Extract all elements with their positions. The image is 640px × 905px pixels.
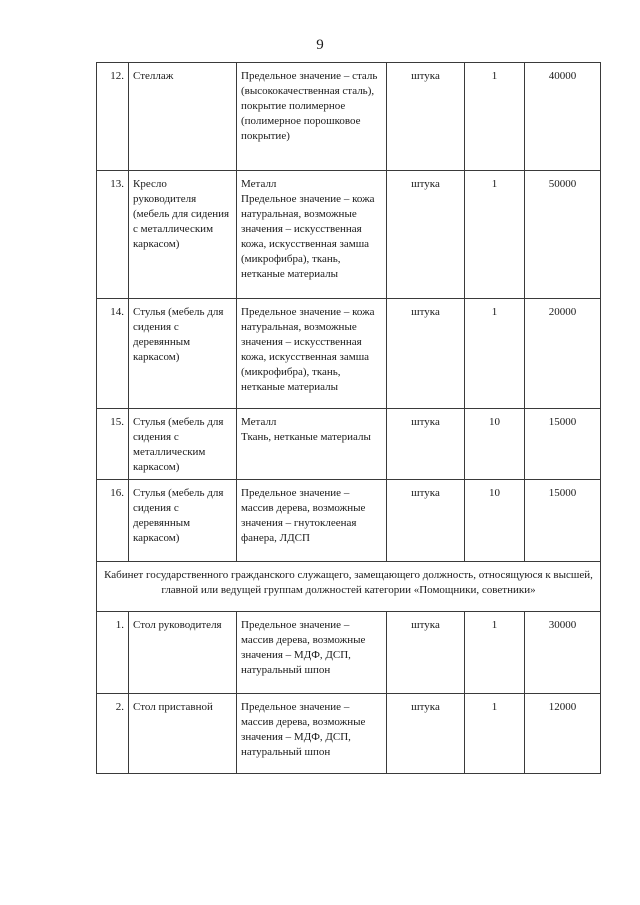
item-unit: штука [387, 63, 465, 171]
page-number: 9 [316, 37, 324, 53]
section-heading: Кабинет государственного гражданского служащего, замещающего должность, относящуюся к высшей, главной или ведущей группам должностей категории «Помощники, советники» [97, 562, 601, 612]
item-price: 20000 [525, 299, 601, 409]
item-quantity: 10 [465, 409, 525, 480]
item-quantity: 1 [465, 171, 525, 299]
row-number: 15. [97, 409, 129, 480]
item-name: Стол приставной [129, 694, 237, 774]
table-row [97, 171, 601, 299]
item-description: Предельное значение – массив дерева, возможные значения – МДФ, ДСП, натуральный шпон [237, 612, 387, 694]
item-price: 50000 [525, 171, 601, 299]
item-price: 40000 [525, 63, 601, 171]
item-description: Металл Предельное значение – кожа натуральная, возможные значения – искусственная кожа, искусственная замша (микрофибра), ткань, нетканые материалы [237, 171, 387, 299]
table-row [97, 63, 601, 171]
row-number: 16. [97, 480, 129, 562]
item-unit: штука [387, 409, 465, 480]
item-quantity: 1 [465, 299, 525, 409]
table-row [97, 612, 601, 694]
furniture-table [96, 62, 601, 774]
item-unit: штука [387, 299, 465, 409]
row-number: 2. [97, 694, 129, 774]
item-quantity: 1 [465, 612, 525, 694]
item-description: Предельное значение – массив дерева, возможные значения – МДФ, ДСП, натуральный шпон [237, 694, 387, 774]
table-row [97, 480, 601, 562]
item-name: Кресло руководителя (мебель для сидения с металлическим каркасом) [129, 171, 237, 299]
item-name: Стулья (мебель для сидения с металлическим каркасом) [129, 409, 237, 480]
item-price: 30000 [525, 612, 601, 694]
item-quantity: 10 [465, 480, 525, 562]
item-description: Металл Ткань, нетканые материалы [237, 409, 387, 480]
item-unit: штука [387, 694, 465, 774]
item-price: 15000 [525, 480, 601, 562]
row-number: 12. [97, 63, 129, 171]
item-unit: штука [387, 480, 465, 562]
item-name: Стулья (мебель для сидения с деревянным каркасом) [129, 480, 237, 562]
row-number: 1. [97, 612, 129, 694]
section-heading-row [97, 562, 601, 612]
item-quantity: 1 [465, 63, 525, 171]
item-price: 12000 [525, 694, 601, 774]
table-row [97, 299, 601, 409]
item-description: Предельное значение – сталь (высококачественная сталь), покрытие полимерное (полимерное порошковое покрытие) [237, 63, 387, 171]
table-row [97, 409, 601, 480]
item-unit: штука [387, 171, 465, 299]
item-name: Стеллаж [129, 63, 237, 171]
item-name: Стол руководителя [129, 612, 237, 694]
row-number: 14. [97, 299, 129, 409]
row-number: 13. [97, 171, 129, 299]
item-quantity: 1 [465, 694, 525, 774]
item-name: Стулья (мебель для сидения с деревянным каркасом) [129, 299, 237, 409]
item-description: Предельное значение – кожа натуральная, возможные значения – искусственная кожа, искусственная замша (микрофибра), ткань, нетканые материалы [237, 299, 387, 409]
table-row [97, 694, 601, 774]
item-unit: штука [387, 612, 465, 694]
item-description: Предельное значение – массив дерева, возможные значения – гнутоклееная фанера, ЛДСП [237, 480, 387, 562]
item-price: 15000 [525, 409, 601, 480]
